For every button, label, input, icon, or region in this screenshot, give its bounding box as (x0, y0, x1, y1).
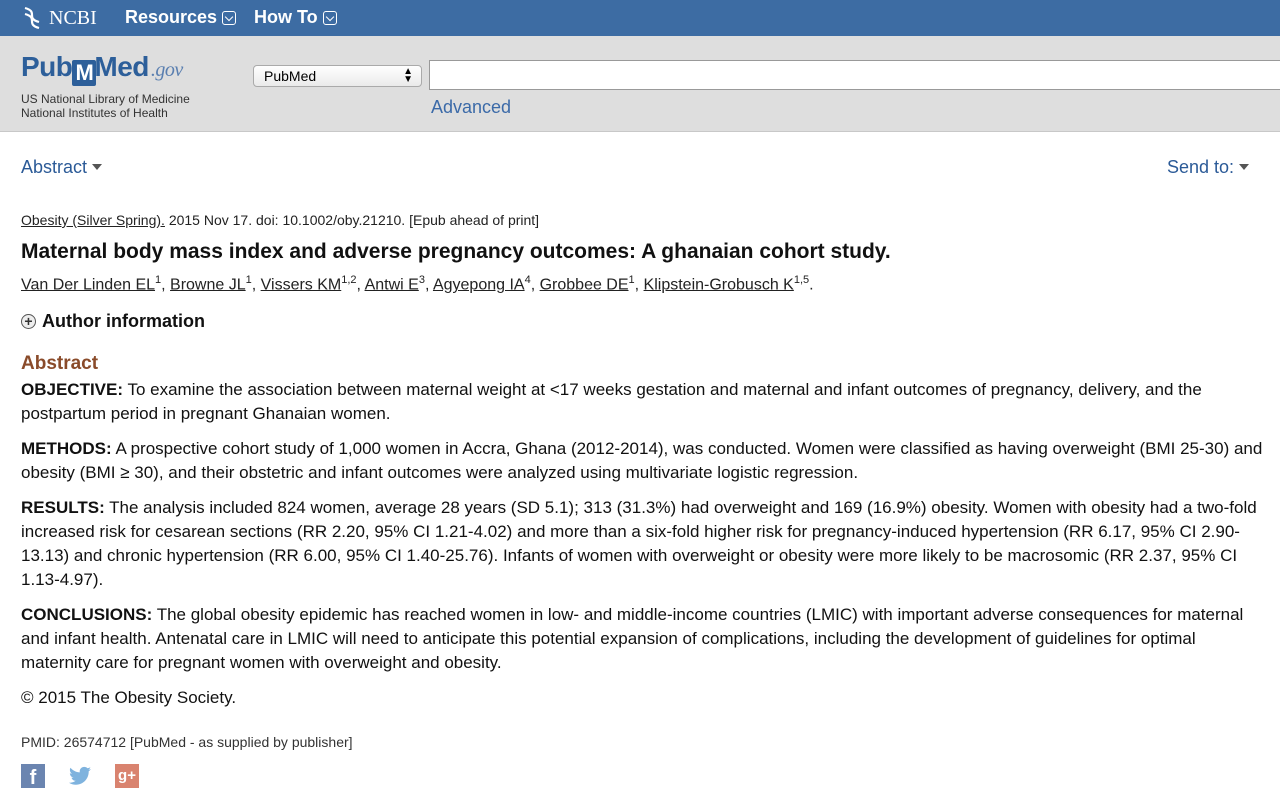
section-text: To examine the association between maternal weight at <17 weeks gestation and maternal and infant outcomes of pregnancy, delivery, and the postpartum period in pregnant Ghanaian women. (21, 380, 1202, 423)
author-separator: , (634, 276, 644, 294)
abstract-section-results (21, 496, 1266, 592)
section-label: METHODS: (21, 439, 112, 458)
twitter-icon[interactable] (67, 764, 93, 788)
author-separator: , (530, 276, 540, 294)
author-separator: , (251, 276, 261, 294)
author-separator: , (161, 276, 171, 294)
facebook-icon[interactable]: f (21, 764, 45, 788)
ncbi-helix-icon (21, 6, 43, 30)
pubmed-logo[interactable] (21, 51, 183, 86)
organization-label (21, 92, 190, 120)
database-select[interactable] (253, 65, 422, 87)
database-selected-value: PubMed (264, 68, 317, 84)
author-affiliation: 1,5 (793, 274, 810, 286)
format-label: Abstract (21, 157, 88, 177)
section-text: The global obesity epidemic has reached women in low- and middle-income countries (LMIC) with important adverse consequences for maternal and infant health. Antenatal care in LMIC will need to anticipate this potential expansion of complications, including the development of guidelines for optimal maternity care for pregnant women with overweight and obesity. (21, 605, 1244, 672)
author-link[interactable]: Browne JL (170, 276, 246, 294)
send-to-label: Send to: (1167, 157, 1235, 177)
expand-plus-icon: + (21, 314, 36, 329)
citation-details: 2015 Nov 17. doi: 10.1002/oby.21210. [Epub ahead of print] (164, 212, 540, 228)
resources-menu[interactable] (125, 7, 236, 28)
caret-down-icon (92, 164, 102, 170)
search-input[interactable] (429, 60, 1280, 90)
abstract-section-methods (21, 437, 1266, 485)
how-to-menu[interactable] (254, 7, 337, 28)
citation-line (21, 212, 539, 228)
author-separator: , (424, 276, 433, 294)
author-link[interactable]: Van Der Linden EL (21, 276, 156, 294)
author-link[interactable]: Grobbee DE (539, 276, 629, 294)
book-icon: M (72, 60, 96, 86)
author-link[interactable]: Agyepong IA (432, 276, 525, 294)
format-menu[interactable] (21, 157, 102, 178)
section-label: OBJECTIVE: (21, 380, 124, 399)
logo-med: Med (94, 51, 149, 82)
author-affiliation: 1,2 (341, 274, 357, 286)
author-link[interactable]: Antwi E (364, 276, 419, 294)
ncbi-logo[interactable] (21, 6, 97, 30)
author-affiliation: 1 (245, 274, 252, 286)
author-information-toggle[interactable] (21, 311, 205, 332)
select-arrows-icon: ▲ ▼ (403, 66, 413, 85)
section-text: A prospective cohort study of 1,000 women in Accra, Ghana (2012-2014), was conducted. Women were classified as having overweight (BMI 25-30) and obesity (BMI ≥ 30), and their obstetric and infant outcomes were analyzed using multivariate logistic regression. (21, 439, 1263, 482)
author-affiliation: 1 (628, 274, 635, 286)
journal-link[interactable]: Obesity (Silver Spring). (21, 212, 165, 228)
org-line-2: National Institutes of Health (21, 106, 168, 120)
resources-label: Resources (125, 7, 218, 27)
section-text: The analysis included 824 women, average 28 years (SD 5.1); 313 (31.3%) had overweight and 169 (16.9%) obesity. Women with obesity had a two-fold increased risk for cesarean sections (RR 2.20, 95% CI 1.21-4.02) and more than a six-fold higher risk for pregnancy-induced hypertension (RR 6.17, 95% CI 2.90-13.13) and chronic hypertension (RR 6.00, 95% CI 1.40-25.76). Infants of women with overweight or obesity were more likely to be macrosomic (RR 2.37, 95% CI 1.13-4.97). (21, 498, 1257, 589)
author-link[interactable]: Klipstein-Grobusch K (643, 276, 794, 294)
section-label: CONCLUSIONS: (21, 605, 153, 624)
logo-gov: .gov (150, 59, 183, 81)
author-affiliation: 3 (418, 274, 425, 286)
google-plus-icon[interactable]: g+ (115, 764, 139, 788)
copyright: © 2015 The Obesity Society. (21, 688, 237, 707)
caret-down-icon (1239, 164, 1249, 170)
ncbi-top-bar (0, 0, 1280, 36)
author-separator: , (356, 276, 365, 294)
chevron-down-icon (323, 11, 337, 25)
author-link[interactable]: Vissers KM (260, 276, 342, 294)
abstract-heading: Abstract (21, 353, 99, 374)
author-affiliation: 4 (524, 274, 531, 286)
chevron-down-icon (222, 11, 236, 25)
logo-pub: Pub (21, 51, 73, 82)
author-list (21, 274, 814, 294)
how-to-label: How To (254, 7, 318, 27)
advanced-search-link[interactable]: Advanced (431, 97, 512, 117)
pmid-line: PMID: 26574712 [PubMed - as supplied by publisher] (21, 734, 353, 750)
social-share-bar (21, 764, 139, 788)
author-separator: . (809, 276, 814, 294)
send-to-menu[interactable] (1167, 157, 1249, 178)
abstract-section-objective (21, 378, 1266, 426)
org-line-1: US National Library of Medicine (21, 92, 190, 106)
author-affiliation: 1 (155, 274, 162, 286)
abstract-body (21, 378, 1266, 721)
section-label: RESULTS: (21, 498, 105, 517)
abstract-section-conclusions (21, 603, 1266, 675)
ncbi-logo-text: NCBI (49, 6, 97, 29)
author-information-label: Author information (42, 311, 205, 331)
article-title: Maternal body mass index and adverse pregnancy outcomes: A ghanaian cohort study. (21, 240, 891, 263)
